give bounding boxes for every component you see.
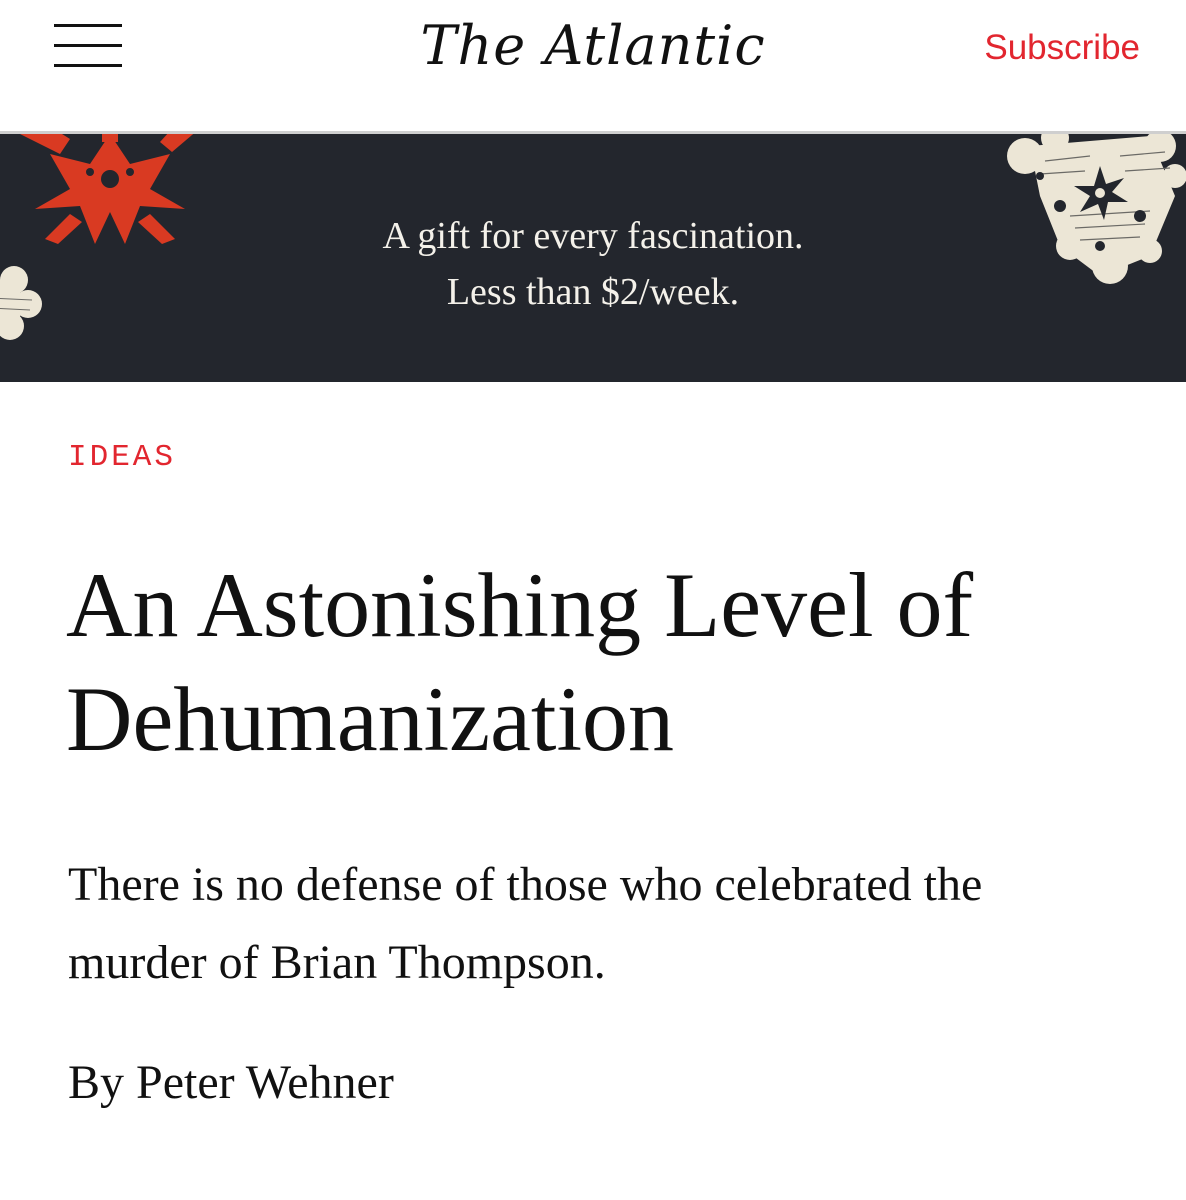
- site-logo[interactable]: The Atlantic: [420, 14, 766, 77]
- promo-text: [0, 208, 1186, 320]
- subscribe-link[interactable]: Subscribe: [984, 28, 1140, 67]
- article-title: An Astonishing Level of Dehumanization: [66, 554, 974, 770]
- author-link[interactable]: Peter Wehner: [136, 1056, 394, 1109]
- promo-banner[interactable]: [0, 134, 1186, 382]
- byline: [68, 1050, 394, 1116]
- article-subtitle: There is no defense of those who celebrated the murder of Brian Thompson.: [68, 858, 983, 989]
- section-label[interactable]: IDEAS: [68, 440, 177, 475]
- site-header: [0, 0, 1186, 134]
- promo-line-1: A gift for every fascination.: [382, 215, 804, 257]
- byline-prefix: By: [68, 1056, 125, 1109]
- promo-line-2: Less than $2/week.: [446, 271, 740, 313]
